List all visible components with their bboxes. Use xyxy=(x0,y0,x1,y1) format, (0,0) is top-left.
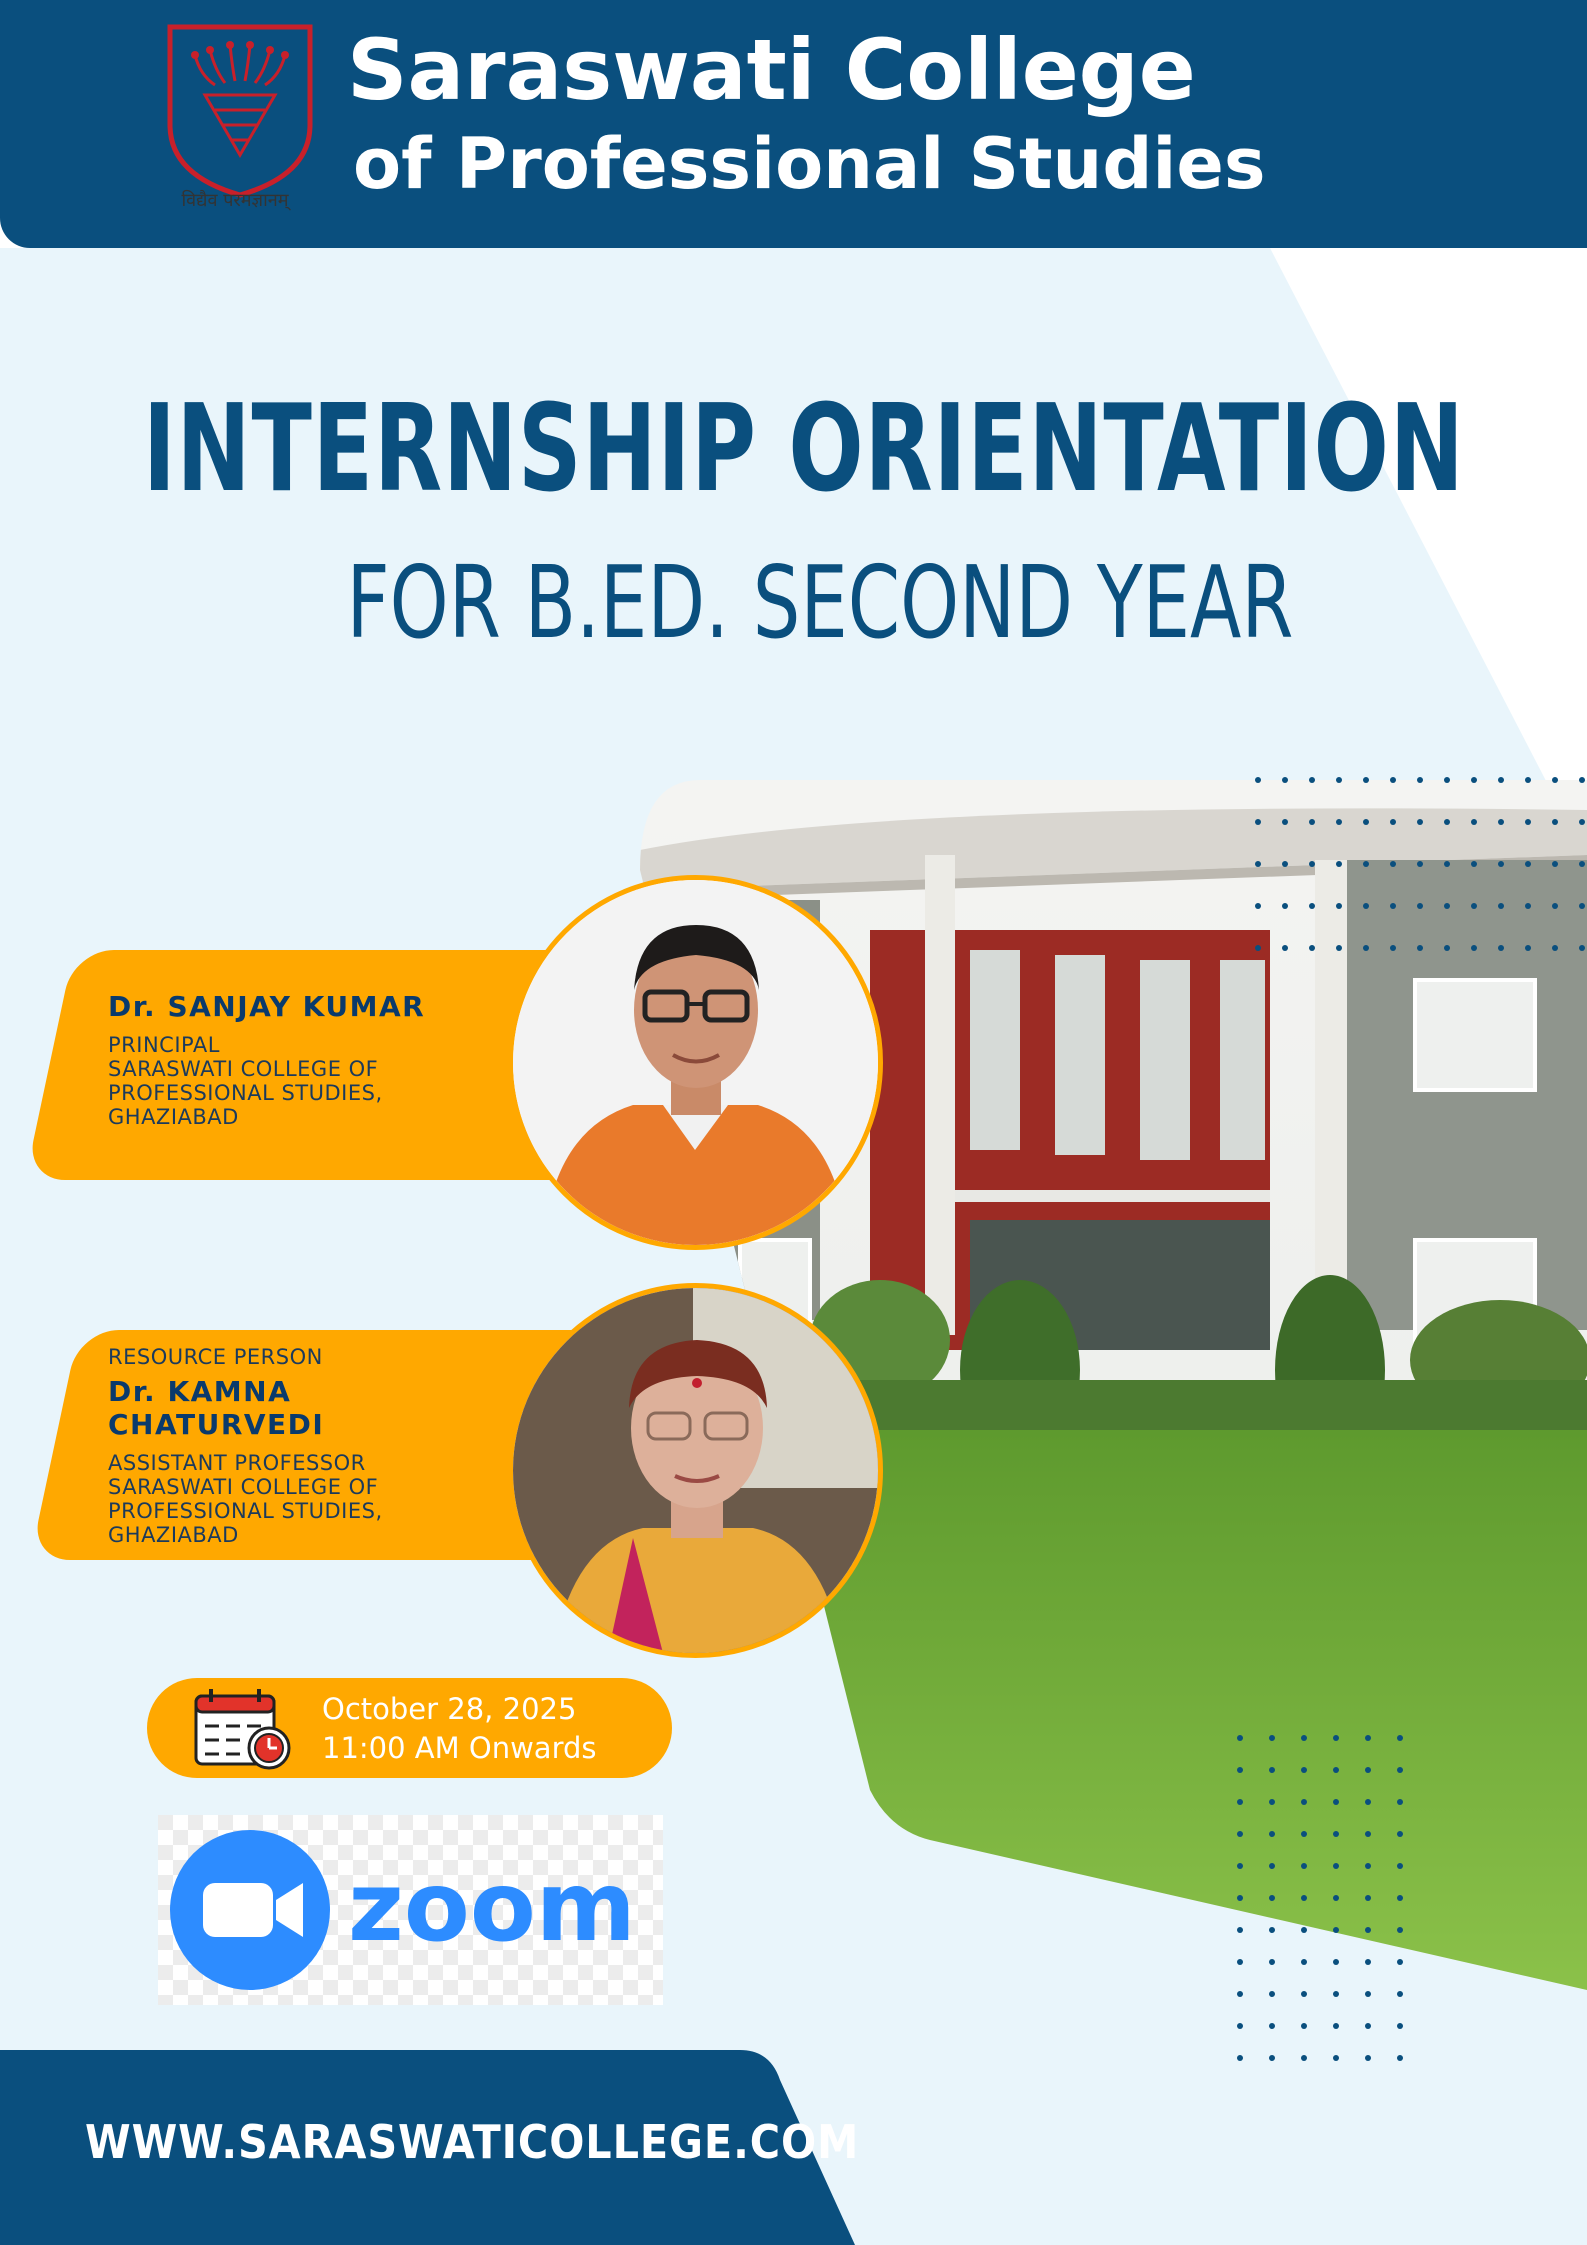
speaker-org-line1: SARASWATI COLLEGE OF xyxy=(108,1057,379,1081)
college-motto: विद्यैव परमज्ञानम् xyxy=(181,190,289,211)
speaker-photo-resource-person xyxy=(508,1283,883,1658)
speaker-org-line1: SARASWATI COLLEGE OF xyxy=(108,1475,379,1499)
college-name-line1: Saraswati College xyxy=(347,21,1196,119)
college-name-line2: of Professional Studies xyxy=(353,123,1266,205)
event-datetime xyxy=(322,1690,597,1768)
speaker-org-line3: GHAZIABAD xyxy=(108,1105,239,1129)
speaker-designation: PRINCIPAL xyxy=(108,1033,220,1057)
speaker-org-line2: PROFESSIONAL STUDIES, xyxy=(108,1499,383,1523)
speaker-org-line2: PROFESSIONAL STUDIES, xyxy=(108,1081,383,1105)
resource-person-label: RESOURCE PERSON xyxy=(108,1345,323,1369)
person-avatar-icon xyxy=(513,1288,878,1653)
zoom-logo xyxy=(158,1815,663,2005)
decorative-dot-grid-bottom xyxy=(1232,1730,1432,2090)
zoom-wordmark: zoom xyxy=(348,1851,636,1963)
calendar-clock-icon xyxy=(193,1686,295,1770)
speaker-name: Dr. SANJAY KUMAR xyxy=(108,990,426,1023)
speaker-name: Dr. KAMNA CHATURVEDI xyxy=(108,1375,325,1441)
decorative-dot-grid-top xyxy=(1250,772,1587,972)
person-avatar-icon xyxy=(513,880,878,1245)
website-url-link[interactable]: WWW.SARASWATICOLLEGE.COM xyxy=(85,2115,860,2169)
speaker-org-line3: GHAZIABAD xyxy=(108,1523,239,1547)
speaker-photo-principal xyxy=(508,875,883,1250)
event-time: 11:00 AM Onwards xyxy=(322,1731,597,1765)
college-logo-icon xyxy=(160,15,320,215)
event-date: October 28, 2025 xyxy=(322,1692,577,1726)
speaker-designation: ASSISTANT PROFESSOR xyxy=(108,1451,366,1475)
speaker-info-resource-person xyxy=(108,1345,508,1547)
event-title: INTERNSHIP ORIENTATION xyxy=(142,380,1465,519)
event-subtitle: FOR B.ED. SECOND YEAR xyxy=(346,544,1294,661)
speaker-info-principal xyxy=(108,990,468,1129)
